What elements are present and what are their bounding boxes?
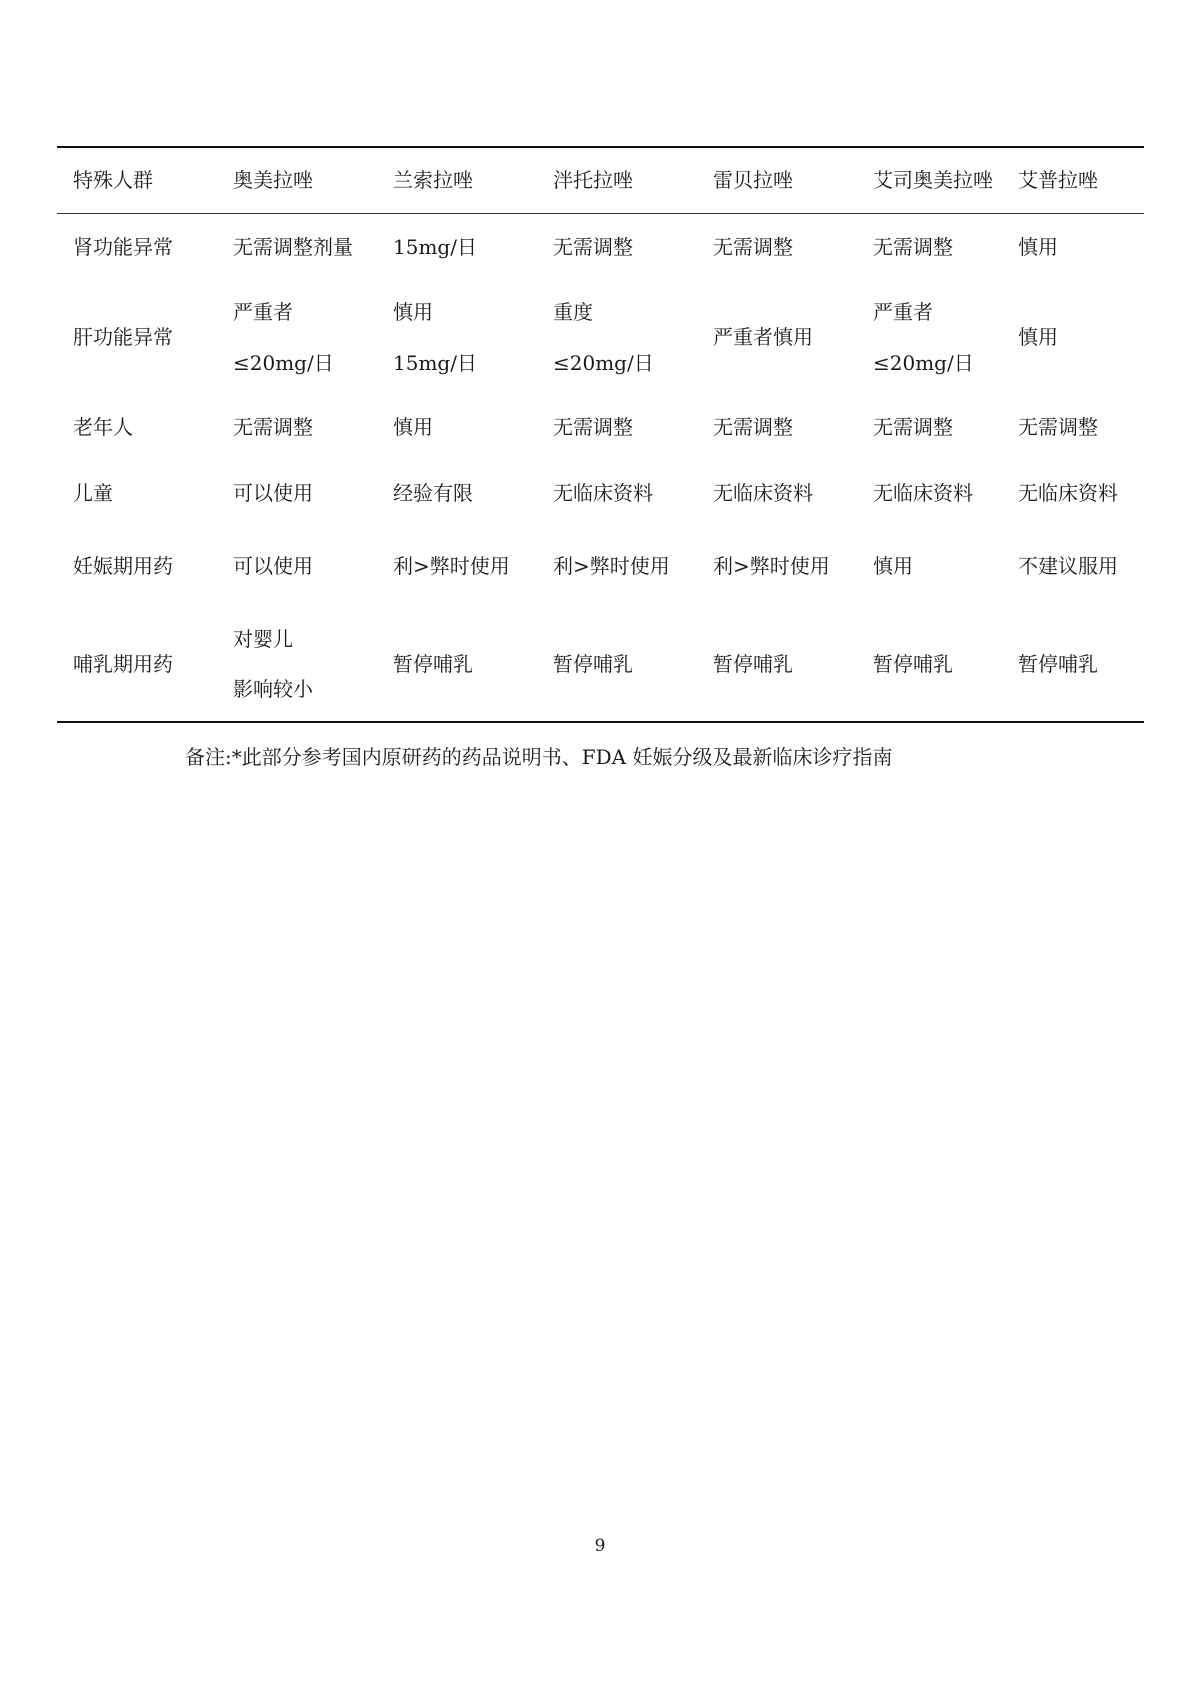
table-cell: 无需调整	[1018, 415, 1098, 439]
header-ilaprazole: 艾普拉唑	[1018, 168, 1098, 192]
table-cell: 慎用	[393, 300, 433, 324]
table-cell: 无需调整	[233, 415, 313, 439]
header-population: 特殊人群	[73, 168, 153, 192]
table-cell: ≤20mg/日	[233, 351, 334, 375]
table-cell: 无需调整剂量	[233, 235, 353, 259]
table-cell: 暂停哺乳	[553, 652, 633, 676]
table-bottom-rule	[57, 721, 1144, 723]
table-cell: 15mg/日	[393, 351, 477, 375]
row-label-lactation: 哺乳期用药	[73, 652, 173, 676]
table-cell: ≤20mg/日	[873, 351, 974, 375]
row-label-hepatic: 肝功能异常	[73, 325, 173, 349]
table-cell: 无临床资料	[713, 481, 813, 505]
table-cell: 利>弊时使用	[553, 554, 670, 578]
table-cell: 无需调整	[873, 235, 953, 259]
table-cell: 利>弊时使用	[393, 554, 510, 578]
table-cell: 无需调整	[553, 415, 633, 439]
table-cell: 无需调整	[873, 415, 953, 439]
table-footnote: 备注:*此部分参考国内原研药的药品说明书、FDA 妊娠分级及最新临床诊疗指南	[185, 745, 893, 769]
table-cell: 慎用	[873, 554, 913, 578]
table-cell: 无临床资料	[873, 481, 973, 505]
table-cell: 可以使用	[233, 481, 313, 505]
table-cell: 无临床资料	[1018, 481, 1118, 505]
table-cell: 严重者	[873, 300, 933, 324]
table-cell: 严重者慎用	[713, 325, 813, 349]
table-cell: 慎用	[1018, 235, 1058, 259]
page-number: 9	[594, 1536, 606, 1556]
table-cell: 重度	[553, 300, 593, 324]
table-cell: 经验有限	[393, 481, 473, 505]
row-label-renal: 肾功能异常	[73, 235, 173, 259]
table-cell: 15mg/日	[393, 235, 477, 259]
row-label-children: 儿童	[73, 481, 113, 505]
table-cell: 暂停哺乳	[873, 652, 953, 676]
table-cell: 暂停哺乳	[713, 652, 793, 676]
table-cell: 慎用	[393, 415, 433, 439]
table-cell: 无临床资料	[553, 481, 653, 505]
table-cell: ≤20mg/日	[553, 351, 654, 375]
header-pantoprazole: 泮托拉唑	[553, 168, 633, 192]
table-header-rule	[57, 213, 1144, 214]
table-cell: 无需调整	[713, 235, 793, 259]
header-esomeprazole: 艾司奥美拉唑	[873, 168, 993, 192]
header-lansoprazole: 兰索拉唑	[393, 168, 473, 192]
table-cell: 慎用	[1018, 325, 1058, 349]
table-cell: 对婴儿	[233, 627, 293, 651]
header-omeprazole: 奥美拉唑	[233, 168, 313, 192]
table-cell: 不建议服用	[1018, 554, 1118, 578]
table-cell: 可以使用	[233, 554, 313, 578]
table-cell: 暂停哺乳	[1018, 652, 1098, 676]
table-cell: 无需调整	[553, 235, 633, 259]
table-cell: 影响较小	[233, 677, 313, 701]
header-rabeprazole: 雷贝拉唑	[713, 168, 793, 192]
row-label-pregnancy: 妊娠期用药	[73, 554, 173, 578]
table-cell: 严重者	[233, 300, 293, 324]
table-top-rule	[57, 146, 1144, 148]
table-cell: 利>弊时使用	[713, 554, 830, 578]
table-cell: 无需调整	[713, 415, 793, 439]
table-cell: 暂停哺乳	[393, 652, 473, 676]
row-label-elderly: 老年人	[73, 415, 133, 439]
